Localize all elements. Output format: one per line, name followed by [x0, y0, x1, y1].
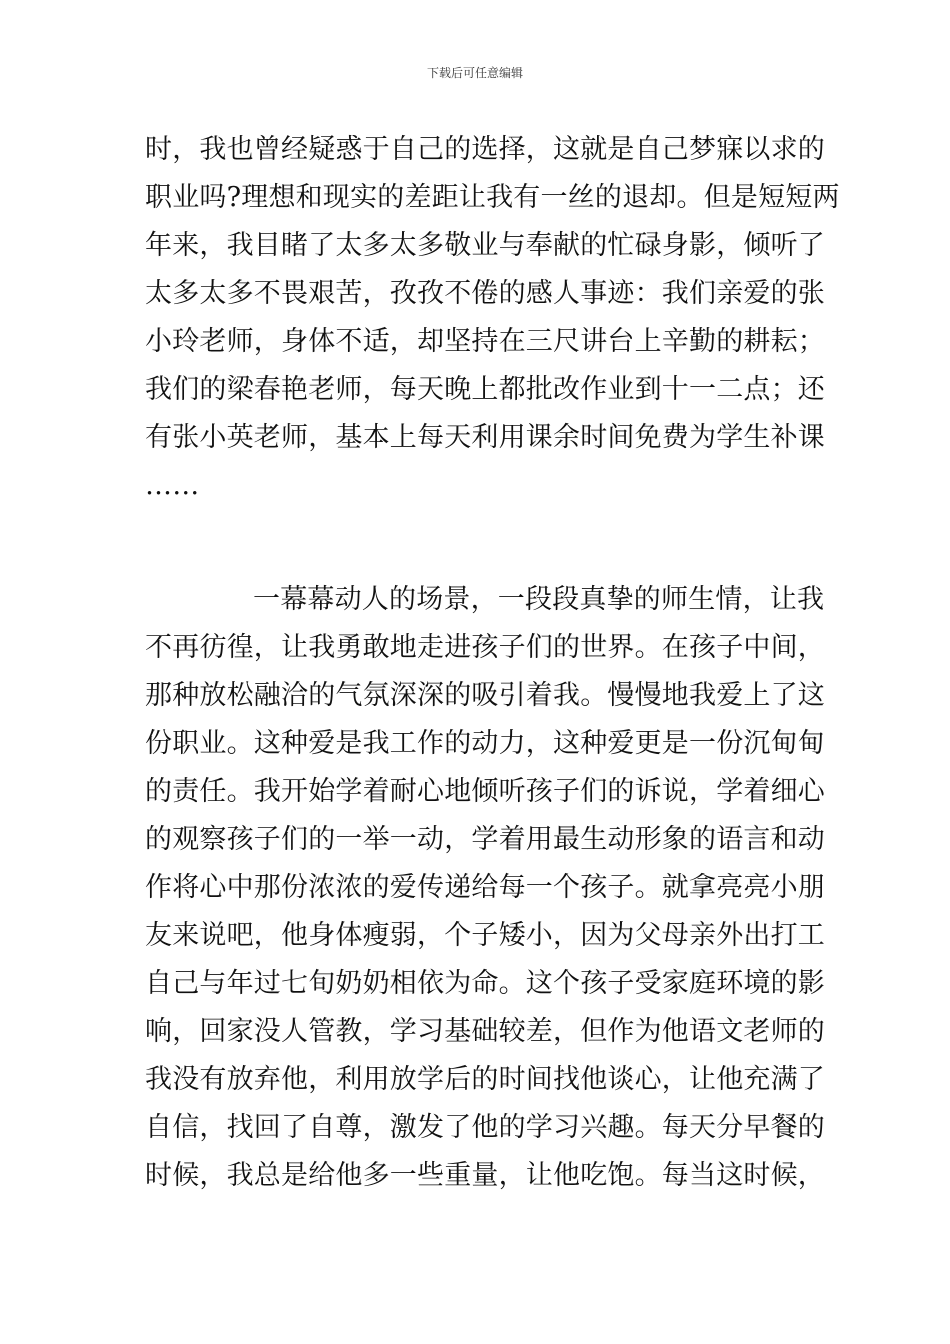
- text-line: 时候，我总是给他多一些重量，让他吃饱。每当这时候，: [145, 1160, 825, 1191]
- text-line: 时，我也曾经疑惑于自己的选择，这就是自己梦寐以求的: [145, 134, 825, 165]
- text-line: 份职业。这种爱是我工作的动力，这种爱更是一份沉甸甸: [145, 728, 825, 759]
- text-line: 的责任。我开始学着耐心地倾听孩子们的诉说，学着细心: [145, 776, 825, 807]
- text-line: 的观察孩子们的一举一动，学着用最生动形象的语言和动: [145, 824, 825, 855]
- text-line: 一幕幕动人的场景，一段段真挚的师生情，让我: [253, 584, 825, 615]
- paragraph-1: [145, 126, 840, 510]
- text-line: 那种放松融洽的气氛深深的吸引着我。慢慢地我爱上了这: [145, 680, 825, 711]
- download-note: 下载后可任意编辑: [426, 66, 523, 80]
- text-line: 自信，找回了自尊，激发了他的学习兴趣。每天分早餐的: [145, 1112, 825, 1143]
- text-line: 有张小英老师，基本上每天利用课余时间免费为学生补课: [145, 422, 825, 453]
- paragraph-2: [145, 576, 825, 1200]
- text-line: 小玲老师，身体不适，却坚持在三尺讲台上辛勤的耕耘；: [145, 326, 825, 357]
- text-line: 友来说吧，他身体瘦弱，个子矮小，因为父母亲外出打工: [145, 920, 825, 951]
- text-line: ……: [145, 470, 200, 501]
- text-line: 不再彷徨，让我勇敢地走进孩子们的世界。在孩子中间，: [145, 632, 825, 663]
- text-line: 我们的梁春艳老师，每天晚上都批改作业到十一二点；还: [145, 374, 825, 405]
- text-line: 职业吗?理想和现实的差距让我有一丝的退却。但是短短两: [145, 182, 840, 213]
- text-line: 年来，我目睹了太多太多敬业与奉献的忙碌身影，倾听了: [145, 230, 825, 261]
- text-line: 太多太多不畏艰苦，孜孜不倦的感人事迹：我们亲爱的张: [145, 278, 825, 309]
- text-line: 作将心中那份浓浓的爱传递给每一个孩子。就拿亮亮小朋: [145, 872, 825, 903]
- text-line: 自己与年过七旬奶奶相依为命。这个孩子受家庭环境的影: [145, 968, 825, 999]
- text-line: 响，回家没人管教，学习基础较差，但作为他语文老师的: [145, 1016, 825, 1047]
- text-line: 我没有放弃他，利用放学后的时间找他谈心，让他充满了: [145, 1064, 825, 1095]
